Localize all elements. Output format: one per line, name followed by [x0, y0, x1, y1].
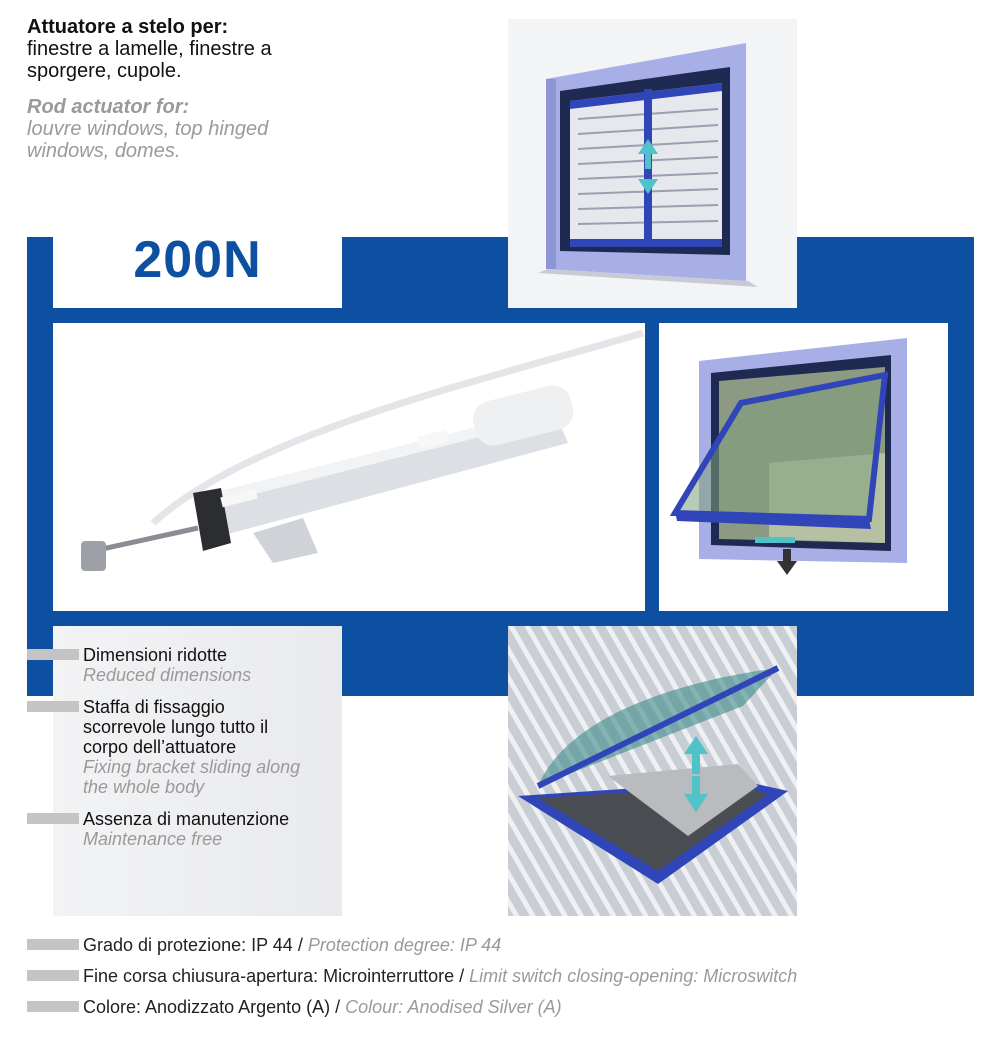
- spec-protection: [27, 934, 501, 956]
- feature-item-2: [27, 697, 347, 797]
- dome-illustration: [508, 626, 797, 916]
- spec-limit-switch: [27, 965, 797, 987]
- actuator-photo-panel: [53, 323, 645, 611]
- feature-it: Dimensioni ridotte: [83, 645, 228, 665]
- feature-en: Reduced dimensions: [83, 665, 252, 685]
- spec-en: Protection degree: IP 44: [307, 935, 502, 955]
- feature-en-line1: Fixing bracket sliding along: [83, 757, 301, 777]
- title-it-line2: finestre a lamelle, finestre a: [27, 38, 272, 60]
- feature-item-3: [27, 809, 347, 849]
- feature-it-line3: corpo dell’attuatore: [83, 737, 237, 757]
- louvre-window-illustration: [508, 19, 797, 308]
- title-en-line2: louvre windows, top hinged: [27, 118, 269, 140]
- feature-it: Assenza di manutenzione: [83, 809, 290, 829]
- bullet-bar: [27, 701, 79, 712]
- title-en-line3: windows, domes.: [27, 140, 181, 162]
- feature-item-1: [27, 645, 347, 685]
- spec-en: Colour: Anodised Silver (A): [345, 997, 562, 1017]
- spec-en: Limit switch closing-opening: Microswitch: [469, 966, 798, 986]
- top-hinged-window-illustration: [659, 323, 948, 611]
- bullet-bar: [27, 970, 79, 981]
- spec-sep: /: [292, 935, 308, 955]
- bullet-bar: [27, 1001, 79, 1012]
- dome-panel: [508, 626, 797, 916]
- spec-sep: /: [454, 966, 470, 986]
- top-hinged-window-panel: [659, 323, 948, 611]
- spec-it: Grado di protezione: IP 44: [83, 935, 293, 955]
- feature-en-line2: the whole body: [83, 777, 205, 797]
- feature-it-line1: Staffa di fissaggio: [83, 697, 225, 717]
- bullet-bar: [27, 939, 79, 950]
- louvre-window-panel: [508, 19, 797, 308]
- title-italian: [27, 16, 487, 82]
- model-label: 200N: [133, 231, 262, 289]
- title-english: [27, 96, 487, 162]
- feature-en: Maintenance free: [83, 829, 223, 849]
- spec-sep: /: [330, 997, 346, 1017]
- spec-colour: [27, 996, 562, 1018]
- bullet-bar: [27, 649, 79, 660]
- spec-it: Fine corsa chiusura-apertura: Microinterruttore: [83, 966, 455, 986]
- title-it-heading: Attuatore a stelo per:: [27, 16, 229, 38]
- actuator-photo: [53, 323, 645, 611]
- spec-it: Colore: Anodizzato Argento (A): [83, 997, 331, 1017]
- title-it-line3: sporgere, cupole.: [27, 60, 182, 82]
- feature-it-line2: scorrevole lungo tutto il: [83, 717, 269, 737]
- title-en-heading: Rod actuator for:: [27, 96, 190, 118]
- bullet-bar: [27, 813, 79, 824]
